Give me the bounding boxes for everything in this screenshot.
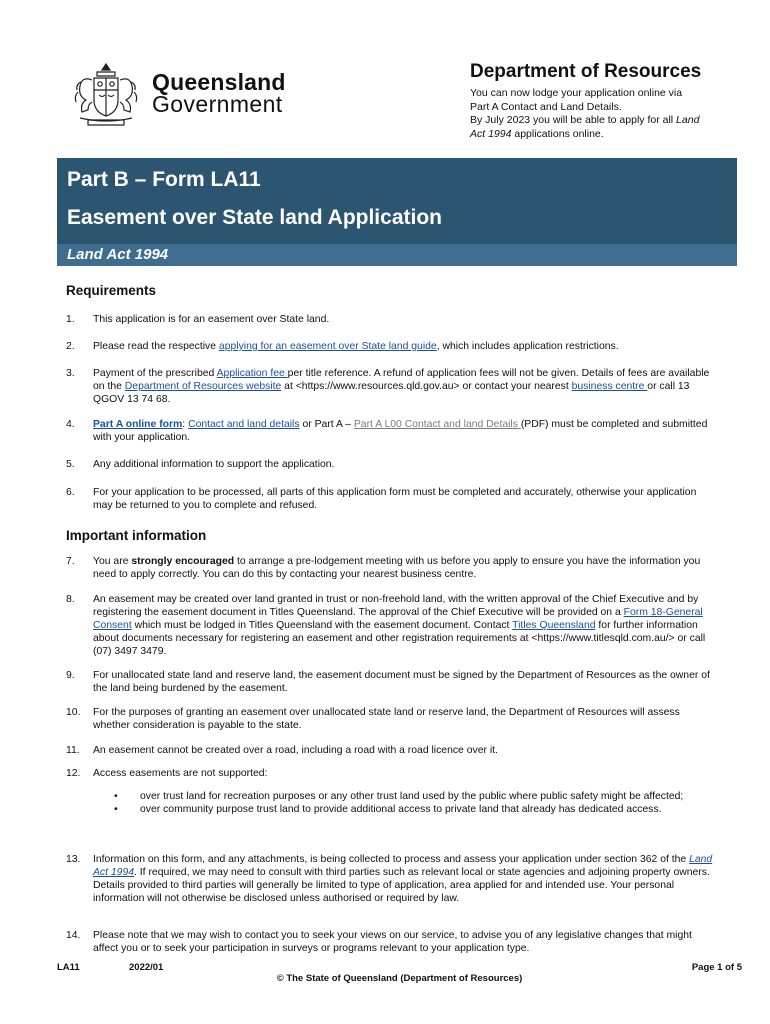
- access-easement-bullets: [114, 790, 714, 816]
- land-act-link[interactable]: Land Act 1994: [93, 854, 713, 878]
- footer-copyright: © The State of Queensland (Department of Resources): [276, 973, 523, 984]
- footer-date: 2022/01: [129, 962, 164, 973]
- bullet-item: • over community purpose trust land to provide additional access to private land that already has dedicated access.: [114, 804, 662, 815]
- part-a-pdf-link[interactable]: Part A L00 Contact and land Details: [353, 419, 521, 430]
- coat-of-arms-icon: [66, 58, 146, 128]
- department-line-2: Part A Contact and Land Details.: [470, 100, 622, 113]
- department-website-link[interactable]: Department of Resources website: [124, 381, 282, 392]
- form-part-label: Part B – Form LA11: [67, 168, 261, 191]
- business-centre-link[interactable]: business centre: [571, 381, 648, 392]
- titles-queensland-link[interactable]: Titles Queensland: [512, 620, 596, 631]
- easement-guide-link[interactable]: applying for an easement over State land guide: [218, 341, 437, 352]
- department-line-1: You can now lodge your application online via: [470, 87, 683, 99]
- footer-form-code: LA11: [57, 962, 80, 973]
- department-line-3: By July 2023 you will be able to apply for all Land: [470, 114, 700, 126]
- requirements-heading: Requirements: [66, 283, 157, 298]
- act-label: Land Act 1994: [67, 246, 169, 263]
- queensland-government-logo: [66, 58, 296, 128]
- form-title: Easement over State land Application: [67, 206, 442, 229]
- contact-land-details-link[interactable]: Contact and land details: [188, 419, 300, 430]
- act-band: [57, 244, 737, 266]
- department-notice: [470, 62, 740, 141]
- department-line-4: Act 1994 applications online.: [470, 127, 604, 140]
- footer-page-number: Page 1 of 5: [691, 962, 742, 973]
- form-18-link[interactable]: Form 18-General Consent: [93, 607, 703, 631]
- form-title-banner: [57, 158, 737, 266]
- logo-queensland: Queensland: [152, 69, 286, 95]
- logo-government: Government: [152, 91, 283, 117]
- important-heading: Important information: [66, 528, 207, 543]
- bullet-item: • over trust land for recreation purposes or any other trust land used by the public where public safety might be affected;: [114, 791, 684, 802]
- part-a-online-form-link[interactable]: Part A online form: [93, 419, 183, 430]
- department-title: Department of Resources: [470, 61, 702, 82]
- application-fee-link[interactable]: Application fee: [216, 368, 288, 379]
